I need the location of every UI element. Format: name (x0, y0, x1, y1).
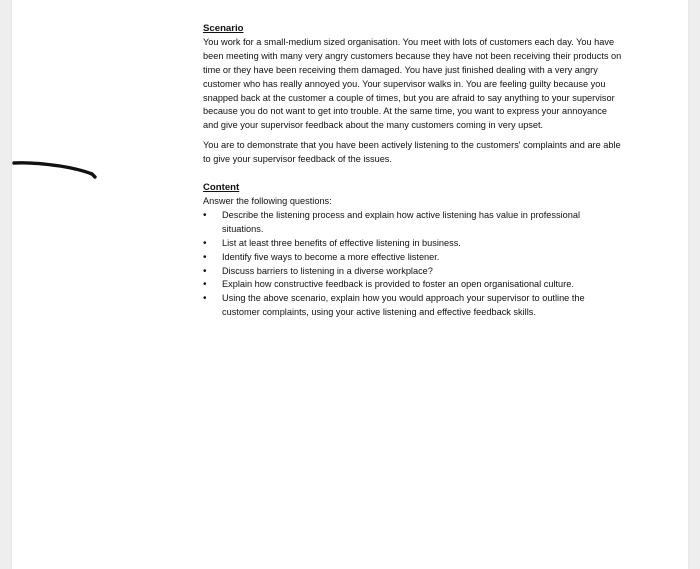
list-item: • Using the above scenario, explain how you would approach your supervisor to outline the customer complaints, using your active listening and effective feedback skills. (203, 292, 623, 320)
list-item: • List at least three benefits of effective listening in business. (203, 237, 623, 251)
scenario-paragraph-2: You are to demonstrate that you have been actively listening to the customers' complaints and are able to give your supervisor feedback of the issues. (203, 140, 621, 165)
content-heading: Content (203, 182, 240, 194)
list-item: • Explain how constructive feedback is provided to foster an open organisational culture. (203, 278, 623, 292)
questions-list (203, 209, 623, 320)
pen-annotation-mark (12, 150, 102, 190)
document-page (12, 0, 688, 569)
list-item: • Discuss barriers to listening in a diverse workplace? (203, 265, 623, 279)
list-item: • Describe the listening process and explain how active listening has value in professional situations. (203, 209, 623, 237)
content-intro: Answer the following questions: (203, 195, 332, 206)
scenario-paragraph-1: You work for a small-medium sized organisation. You meet with lots of customers each day. You have been meeting with many very angry customers because they have not been receiving their products on time or they have been receiving them damaged. You have just finished dealing with a very angry customer who has really annoyed you. Your supervisor walks in. You are feeling guilty because you snapped back at the customer a couple of times, but you are afraid to say anything to your supervisor because you do not want to get into trouble. At the same time, you want to express your annoyance and give your supervisor feedback about the many customers coming in very upset. (203, 36, 622, 131)
scenario-heading: Scenario (203, 23, 244, 34)
list-item: • Identify five ways to become a more effective listener. (203, 251, 623, 265)
document-body (203, 22, 623, 320)
